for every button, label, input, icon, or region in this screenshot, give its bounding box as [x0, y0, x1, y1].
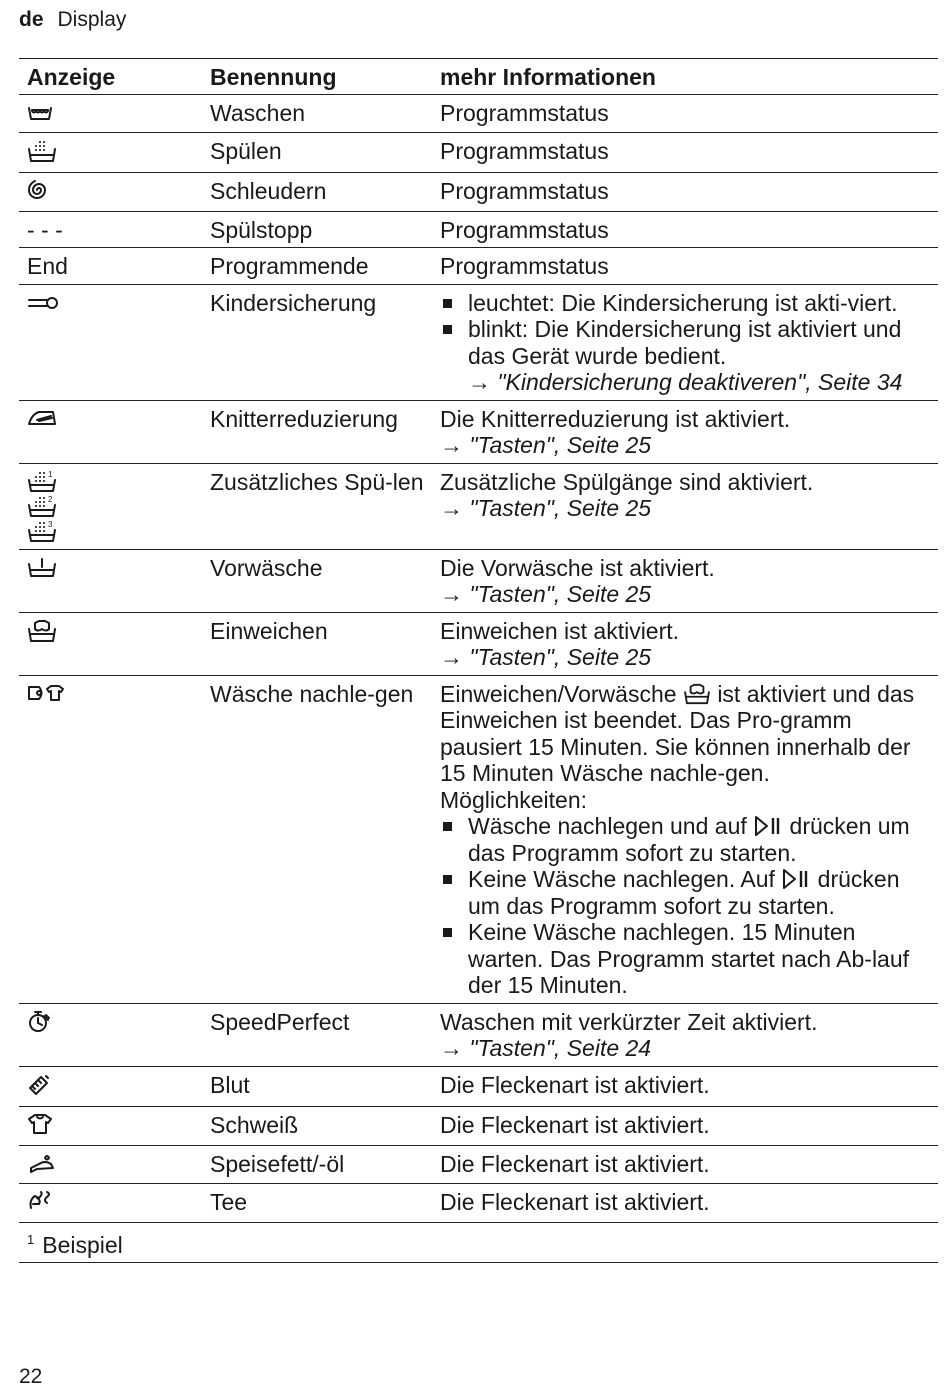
- rinse-icon: [27, 139, 57, 163]
- options-label: Möglichkeiten:: [440, 786, 588, 813]
- info-cell: Programmstatus: [432, 132, 938, 173]
- table-row: [19, 1184, 938, 1223]
- list-item: [440, 866, 930, 919]
- sweat-shirt-icon: [27, 1113, 53, 1135]
- info-text: Die Vorwäsche ist aktiviert.: [440, 554, 715, 581]
- page-reference: → "Tasten", Seite 25: [440, 432, 652, 458]
- name-cell: Vorwäsche: [202, 549, 432, 612]
- name-cell: Speisefett/-öl: [202, 1145, 432, 1184]
- column-header-anzeige: Anzeige: [19, 59, 202, 95]
- bullet-list: [440, 813, 930, 999]
- info-text: Einweichen/Vorwäsche: [440, 680, 677, 707]
- page-header: [19, 8, 126, 32]
- display-symbols-table: [19, 59, 938, 1263]
- blood-icon: [27, 1073, 51, 1097]
- column-header-info: mehr Informationen: [432, 59, 938, 95]
- add-laundry-icon: [27, 683, 63, 703]
- bullet-text: drücken um das Programm sofort zu starten.: [468, 813, 910, 866]
- display-cell: - - -: [19, 211, 202, 248]
- name-cell: Tee: [202, 1184, 432, 1223]
- page-reference: → "Tasten", Seite 25: [440, 495, 652, 521]
- name-cell: Waschen: [202, 95, 432, 133]
- info-cell: Programmstatus: [432, 173, 938, 212]
- display-cell: End: [19, 248, 202, 285]
- info-cell: [432, 400, 938, 463]
- svg-text:3: 3: [48, 519, 53, 529]
- symbol-cell: [19, 400, 202, 463]
- info-cell: Programmstatus: [432, 95, 938, 133]
- table-row: [19, 463, 938, 549]
- info-text: Waschen mit verkürzter Zeit aktiviert.: [440, 1008, 818, 1035]
- name-cell: Blut: [202, 1066, 432, 1107]
- info-cell: Die Fleckenart ist aktiviert.: [432, 1145, 938, 1184]
- extra-rinse-3-icon: [27, 520, 61, 543]
- key-lock-icon: [27, 294, 59, 312]
- bullet-text: Keine Wäsche nachlegen. Auf: [468, 866, 775, 892]
- start-pause-icon: [753, 815, 783, 837]
- table-header-row: [19, 59, 938, 95]
- soak-icon: [27, 619, 57, 643]
- start-pause-icon: [781, 868, 811, 890]
- page-reference: → "Tasten", Seite 25: [440, 644, 652, 670]
- name-cell: Spülen: [202, 132, 432, 173]
- name-cell: Schleudern: [202, 173, 432, 212]
- footnote-mark: 1: [27, 1231, 35, 1247]
- table-row: [19, 1003, 938, 1066]
- svg-text:2: 2: [48, 494, 53, 504]
- symbol-cell: [19, 1066, 202, 1107]
- symbol-cell: [19, 132, 202, 173]
- table-row: [19, 95, 938, 133]
- svg-text:1: 1: [48, 469, 53, 479]
- bullet-text: blinkt: Die Kindersicherung ist aktiviert und das Gerät wurde bedient.: [468, 316, 902, 369]
- list-item: Keine Wäsche nachlegen. 15 Minuten warten. Das Programm startet nach Ab-lauf der 15 Minuten.: [440, 919, 930, 999]
- symbol-cell: [19, 284, 202, 400]
- table-row: [19, 248, 938, 285]
- language-code: de: [19, 8, 44, 31]
- page-number: 22: [19, 1365, 43, 1388]
- prewash-icon: [27, 556, 57, 578]
- symbol-cell: [19, 675, 202, 1003]
- page-reference: → "Tasten", Seite 24: [440, 1035, 652, 1061]
- name-cell: Spülstopp: [202, 211, 432, 248]
- table-row: [19, 400, 938, 463]
- column-header-benennung: Benennung: [202, 59, 432, 95]
- info-cell: [432, 612, 938, 675]
- oil-icon: [27, 1152, 55, 1174]
- table-row: [19, 1107, 938, 1146]
- symbol-cell: [19, 173, 202, 212]
- soak-icon: [683, 683, 711, 705]
- table-row: [19, 675, 938, 1003]
- symbol-cell: [19, 612, 202, 675]
- symbol-cell: [19, 549, 202, 612]
- symbol-cell: [19, 1145, 202, 1184]
- info-text: Die Knitterreduzierung ist aktiviert.: [440, 405, 791, 432]
- footnote-text: Beispiel: [42, 1231, 123, 1258]
- list-item: leuchtet: Die Kindersicherung ist akti-viert.: [440, 290, 930, 317]
- info-cell: [432, 284, 938, 400]
- spin-icon: [27, 179, 51, 201]
- info-cell: Die Fleckenart ist aktiviert.: [432, 1107, 938, 1146]
- list-item: [440, 316, 930, 396]
- name-cell: Kindersicherung: [202, 284, 432, 400]
- table-row: [19, 549, 938, 612]
- table-row: [19, 132, 938, 173]
- table-row: [19, 1066, 938, 1107]
- info-cell: [432, 675, 938, 1003]
- info-cell: [432, 549, 938, 612]
- name-cell: Zusätzliches Spü-len: [202, 463, 432, 549]
- page-reference: → "Kindersicherung deaktiveren", Seite 34: [468, 369, 903, 395]
- info-cell: Die Fleckenart ist aktiviert.: [432, 1066, 938, 1107]
- symbol-cell: [19, 95, 202, 133]
- table-row: [19, 612, 938, 675]
- bullet-text: drücken um das Programm sofort zu starten.: [468, 866, 900, 919]
- name-cell: Programmende: [202, 248, 432, 285]
- name-cell: Knitterreduzierung: [202, 400, 432, 463]
- info-text: ist aktiviert und das Einweichen ist beendet. Das Pro-gramm pausiert 15 Minuten. Sie können innerhalb der 15 Minuten Wäsche nachle-gen.: [440, 680, 915, 786]
- speedperfect-icon: [27, 1010, 51, 1034]
- info-text: Einweichen ist aktiviert.: [440, 617, 680, 644]
- section-title: Display: [57, 8, 127, 31]
- symbol-cell: [19, 1184, 202, 1223]
- extra-rinse-1-icon: [27, 470, 61, 493]
- symbol-cell: [19, 1107, 202, 1146]
- tea-icon: [27, 1190, 55, 1212]
- info-cell: Programmstatus: [432, 211, 938, 248]
- name-cell: Einweichen: [202, 612, 432, 675]
- wash-tub-icon: [27, 102, 53, 122]
- info-text: Zusätzliche Spülgänge sind aktiviert.: [440, 468, 814, 495]
- page-reference: → "Tasten", Seite 25: [440, 581, 652, 607]
- name-cell: SpeedPerfect: [202, 1003, 432, 1066]
- info-cell: Die Fleckenart ist aktiviert.: [432, 1184, 938, 1223]
- footnote: [19, 1222, 938, 1263]
- bullet-list: [440, 290, 930, 396]
- table-row: [19, 173, 938, 212]
- info-cell: Programmstatus: [432, 248, 938, 285]
- table-row: [19, 211, 938, 248]
- table-row: [19, 284, 938, 400]
- name-cell: Schweiß: [202, 1107, 432, 1146]
- info-cell: [432, 1003, 938, 1066]
- iron-icon: [27, 408, 57, 428]
- symbol-cell: [19, 1003, 202, 1066]
- list-item: [440, 813, 930, 866]
- info-cell: [432, 463, 938, 549]
- symbol-cell: [19, 463, 202, 549]
- footnote-row: [19, 1222, 938, 1263]
- name-cell: Wäsche nachle-gen: [202, 675, 432, 1003]
- table-row: [19, 1145, 938, 1184]
- bullet-text: Wäsche nachlegen und auf: [468, 813, 747, 839]
- extra-rinse-2-icon: [27, 495, 61, 518]
